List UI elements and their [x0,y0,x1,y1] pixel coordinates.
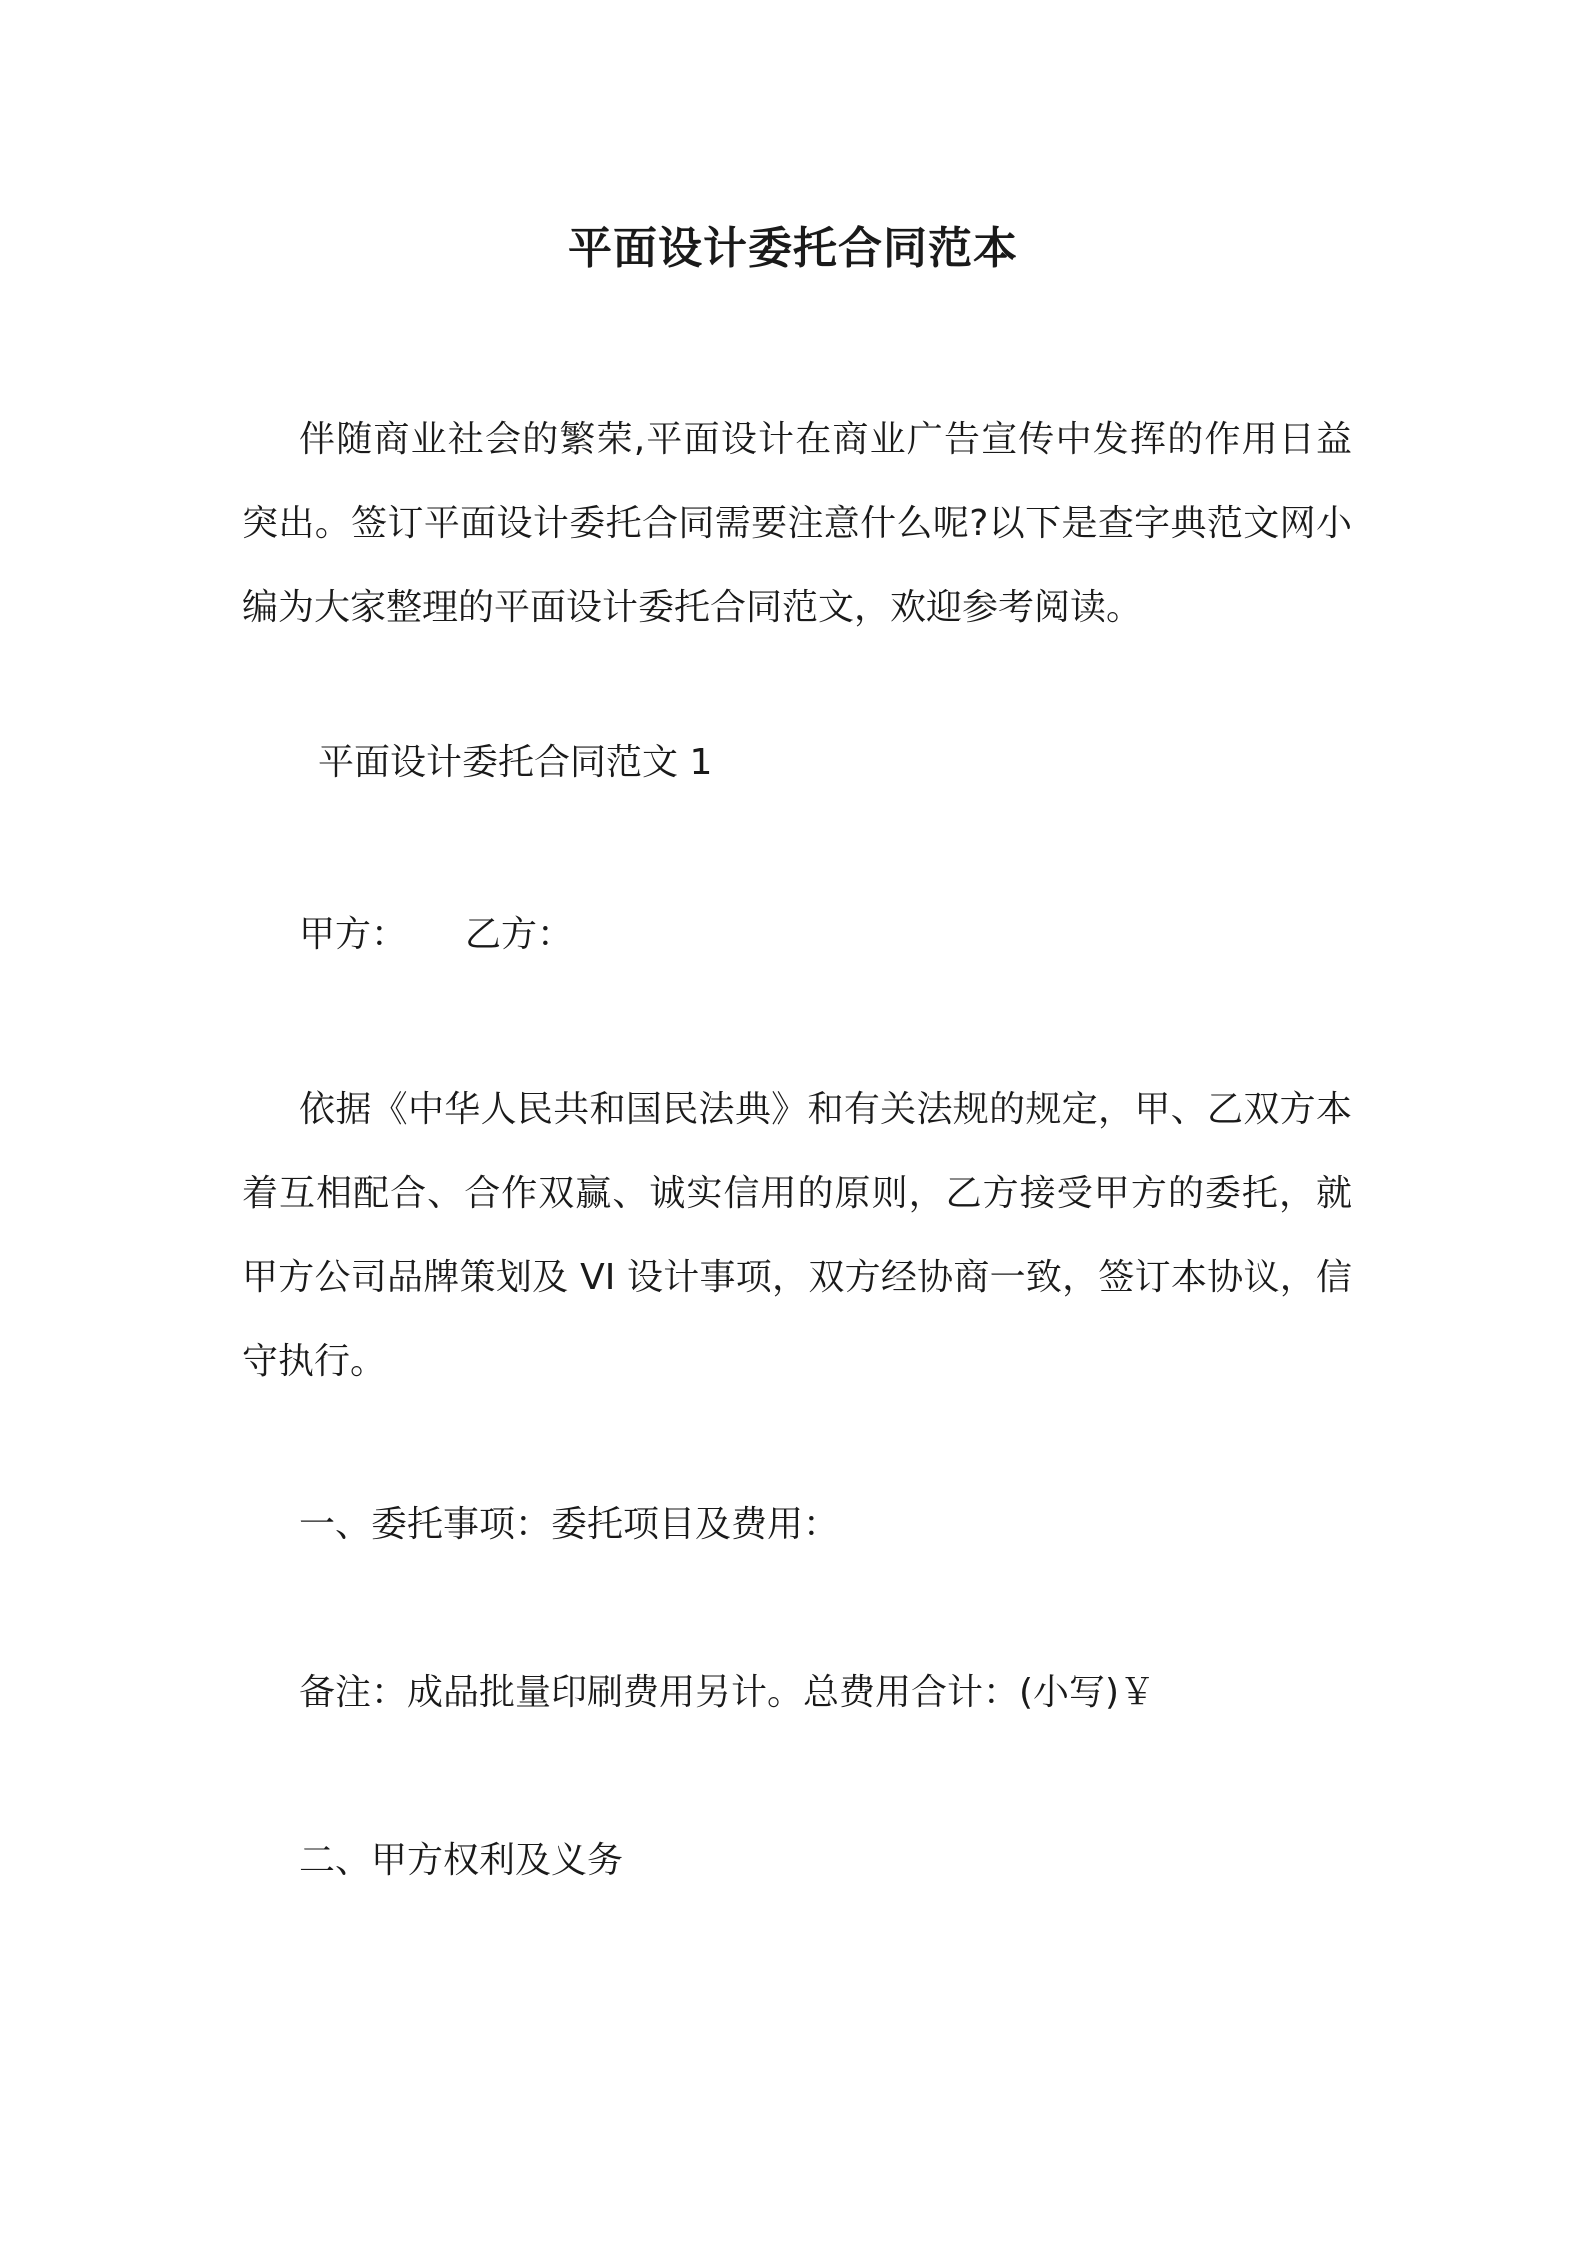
section-heading-1: 一、委托事项：委托项目及费用： [299,1504,840,1545]
party-a-label: 甲方： [299,914,408,955]
basis-paragraph: 依据《中华人民共和国民法典》和有关法规的规定，甲、乙双方本着互相配合、合作双赢、诚实信用的原则，乙方接受甲方的委托，就甲方公司品牌策划及 VI 设计事项，双方经协商一致，签订本协议，信守执行。 [242,1089,1352,1382]
document-title: 平面设计委托合同范本 [568,223,1018,274]
section-heading-2: 二、甲方权利及义务 [299,1840,624,1881]
parties-line [299,906,573,957]
contract-heading: 平面设计委托合同范文 1 [318,742,713,783]
party-b-label: 乙方： [465,914,574,955]
intro-paragraph: 伴随商业社会的繁荣,平面设计在商业广告宣传中发挥的作用日益突出。签订平面设计委托合同需要注意什么呢?以下是查字典范文网小编为大家整理的平面设计委托合同范文，欢迎参考阅读。 [242,419,1352,628]
remark-line: 备注：成品批量印刷费用另计。总费用合计：(小写)￥ [299,1672,1156,1713]
